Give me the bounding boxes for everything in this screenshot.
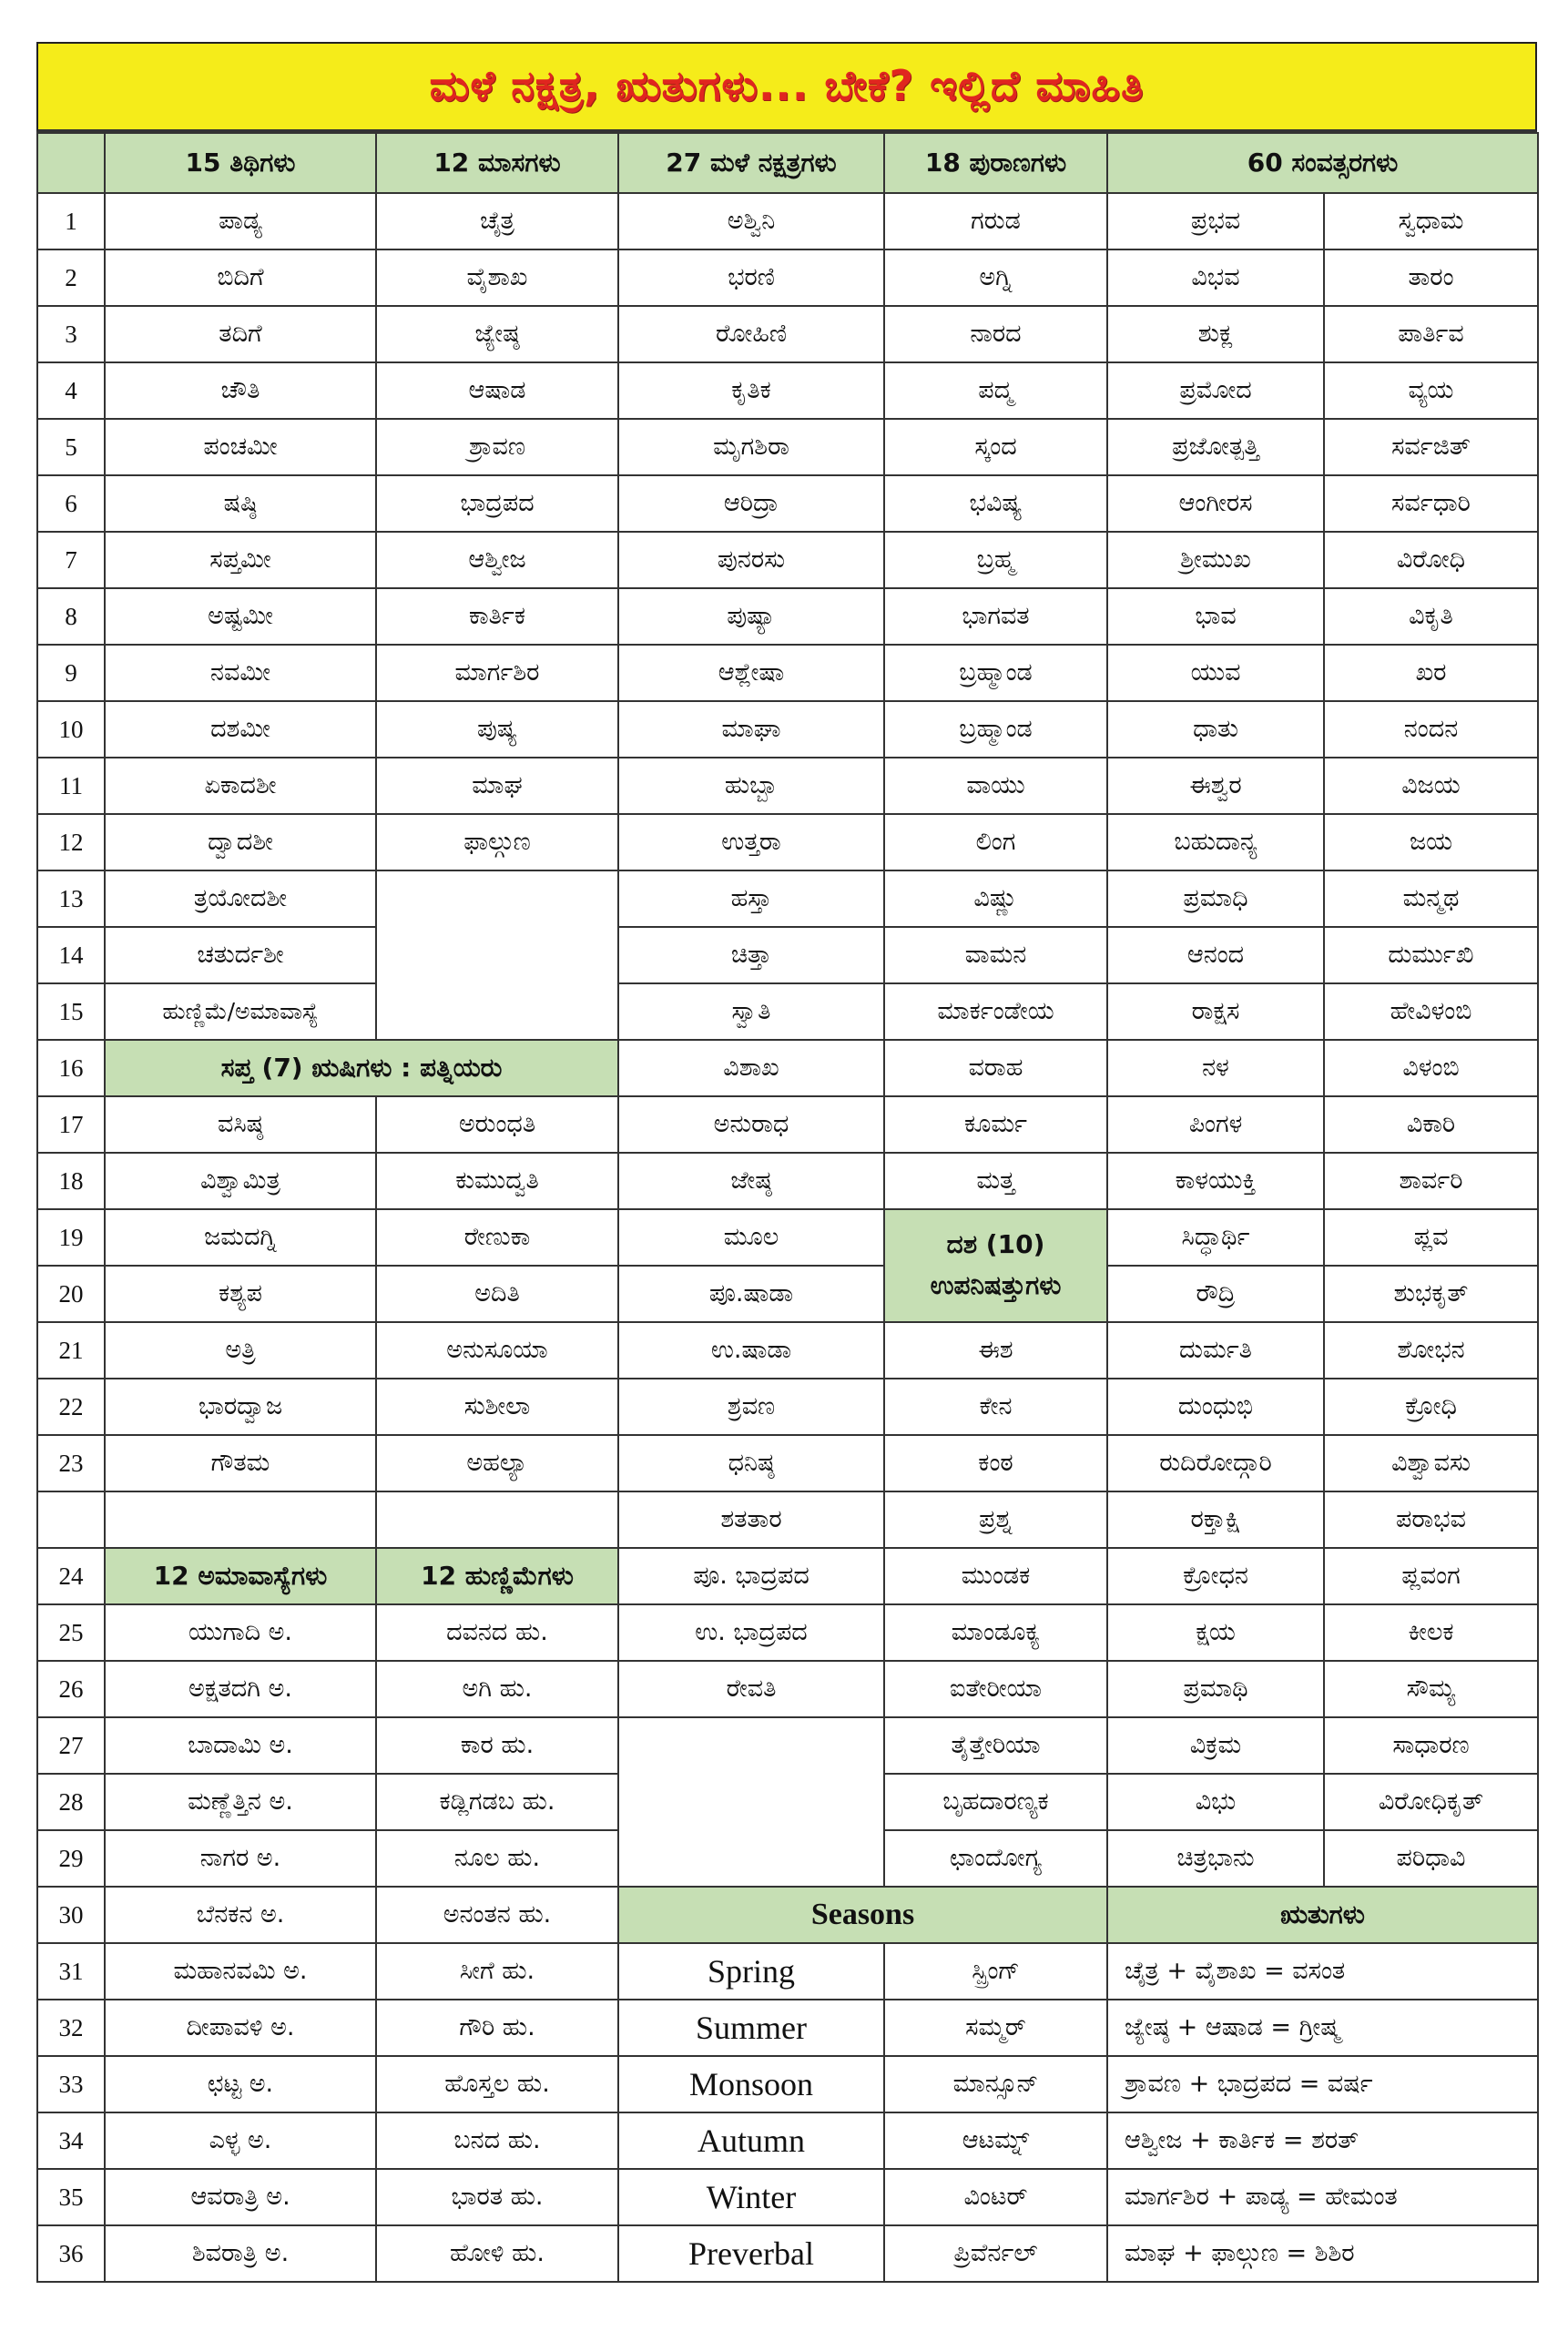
page-title: ಮಳೆ ನಕ್ಷತ್ರ, ಋತುಗಳು... ಬೇಕೆ? ಇಲ್ಲಿದೆ ಮಾಹಿತಿ bbox=[429, 61, 1145, 110]
tithi-cell: ಷಷ್ಠಿ bbox=[105, 475, 376, 532]
samvatsara-cell: ವಿರೋಧಿ bbox=[1324, 532, 1538, 588]
ritu-formula-cell: ಜ್ಯೇಷ್ಠ + ಆಷಾಡ = ಗ್ರೀಷ್ಮ bbox=[1107, 2000, 1538, 2056]
tithi-cell: ನವಮೀ bbox=[105, 645, 376, 701]
samvatsara-cell: ವಿರೋಧಿಕೃತ್ bbox=[1324, 1774, 1538, 1830]
nakshatra-cell: ಕೃತಿಕ bbox=[618, 362, 884, 419]
nakshatra-cell: ಆರಿದ್ರಾ bbox=[618, 475, 884, 532]
samvatsara-cell: ಆನಂದ bbox=[1107, 927, 1324, 983]
nakshatra-cell: ಉ.ಷಾಡಾ bbox=[618, 1322, 884, 1379]
upanishad-cell: ಛಾಂದೋಗ್ಯ bbox=[884, 1830, 1107, 1887]
row-number: 23 bbox=[37, 1435, 105, 1491]
purana-cell: ವಾಯು bbox=[884, 758, 1107, 814]
row-number: 27 bbox=[37, 1717, 105, 1774]
table-row bbox=[37, 2000, 1538, 2056]
table-row bbox=[37, 1491, 1538, 1548]
wife-cell: ಸುಶೀಲಾ bbox=[376, 1379, 618, 1435]
samvatsara-cell: ಕಾಳಯುಕ್ತಿ bbox=[1107, 1153, 1324, 1209]
rishi-cell: ಭಾರದ್ವಾಜ bbox=[105, 1379, 376, 1435]
row-number: 8 bbox=[37, 588, 105, 645]
samvatsara-cell: ಕ್ರೋಧಿ bbox=[1324, 1379, 1538, 1435]
samvatsara-cell: ರೌದ್ರಿ bbox=[1107, 1266, 1324, 1322]
samvatsara-cell: ಪರಾಭವ bbox=[1324, 1491, 1538, 1548]
samvatsara-cell: ಪರಿಧಾವಿ bbox=[1324, 1830, 1538, 1887]
nakshatra-cell: ಆಶ್ಲೇಷಾ bbox=[618, 645, 884, 701]
ritu-formula-cell: ಮಾರ್ಗಶಿರ + ಪಾಡ್ಯ = ಹೇಮಂತ bbox=[1107, 2169, 1538, 2225]
ritu-formula-cell: ಮಾಘ + ಫಾಲ್ಗುಣ = ಶಿಶಿರ bbox=[1107, 2225, 1538, 2282]
row-number: 19 bbox=[37, 1209, 105, 1266]
table-row bbox=[37, 927, 1538, 983]
season-kannada-cell: ವಿಂಟರ್ bbox=[884, 2169, 1107, 2225]
ritu-formula-cell: ಆಶ್ವೀಜ + ಕಾರ್ತಿಕ = ಶರತ್ bbox=[1107, 2112, 1538, 2169]
samvatsara-cell: ಸ್ವಧಾಮ bbox=[1324, 193, 1538, 249]
hunnime-cell: ದವನದ ಹು. bbox=[376, 1604, 618, 1661]
row-number: 10 bbox=[37, 701, 105, 758]
masa-cell: ವೈಶಾಖ bbox=[376, 249, 618, 306]
amavasya-cell: ಛಟ್ಟ ಅ. bbox=[105, 2056, 376, 2112]
table-row bbox=[37, 1717, 1538, 1774]
rishi-cell: ಕಶ್ಯಪ bbox=[105, 1266, 376, 1322]
upanishad-cell: ಈಶ bbox=[884, 1322, 1107, 1379]
nakshatra-cell: ಶ್ರವಣ bbox=[618, 1379, 884, 1435]
table-row bbox=[37, 983, 1538, 1040]
purana-cell: ಭವಿಷ್ಯ bbox=[884, 475, 1107, 532]
nakshatra-cell: ಅಶ್ವಿನಿ bbox=[618, 193, 884, 249]
purana-cell: ಬ್ರಹ್ಮ bbox=[884, 532, 1107, 588]
season-english-cell: Spring bbox=[618, 1943, 884, 2000]
samvatsara-cell: ಜಯ bbox=[1324, 814, 1538, 870]
samvatsara-cell: ಶಾರ್ವರಿ bbox=[1324, 1153, 1538, 1209]
samvatsara-cell: ಪ್ರಭವ bbox=[1107, 193, 1324, 249]
row-number: 34 bbox=[37, 2112, 105, 2169]
hunnime-cell: ಹೊಸ್ತಲ ಹು. bbox=[376, 2056, 618, 2112]
hunnime-cell: ಅನಂತನ ಹು. bbox=[376, 1887, 618, 1943]
info-sheet bbox=[36, 42, 1537, 2283]
hunnime-cell: ಬನದ ಹು. bbox=[376, 2112, 618, 2169]
nakshatra-cell: ಉತ್ತರಾ bbox=[618, 814, 884, 870]
samvatsara-cell: ರಕ್ತಾಕ್ಷಿ bbox=[1107, 1491, 1324, 1548]
title-banner bbox=[36, 42, 1537, 132]
purana-cell: ಪದ್ಮ bbox=[884, 362, 1107, 419]
table-row bbox=[37, 1209, 1538, 1266]
row-number: 28 bbox=[37, 1774, 105, 1830]
table-row bbox=[37, 1435, 1538, 1491]
masa-cell: ಮಾರ್ಗಶಿರ bbox=[376, 645, 618, 701]
header-purana: 18 ಪುರಾಣಗಳು bbox=[884, 133, 1107, 193]
row-number: 22 bbox=[37, 1379, 105, 1435]
samvatsara-cell: ವಿಶ್ವಾವಸು bbox=[1324, 1435, 1538, 1491]
row-number: 36 bbox=[37, 2225, 105, 2282]
row-number: 1 bbox=[37, 193, 105, 249]
nakshatra-cell: ಸ್ವಾತಿ bbox=[618, 983, 884, 1040]
row-number: 11 bbox=[37, 758, 105, 814]
header-row bbox=[37, 133, 1538, 193]
samvatsara-cell: ಧಾತು bbox=[1107, 701, 1324, 758]
purana-cell: ವಿಷ್ಣು bbox=[884, 870, 1107, 927]
samvatsara-cell: ಸಾಧಾರಣ bbox=[1324, 1717, 1538, 1774]
tithi-cell: ಚತುರ್ದಶೀ bbox=[105, 927, 376, 983]
wife-cell: ರೇಣುಕಾ bbox=[376, 1209, 618, 1266]
header-num bbox=[37, 133, 105, 193]
samvatsara-cell: ದುಂಧುಭಿ bbox=[1107, 1379, 1324, 1435]
samvatsara-cell: ಸೌಮ್ಯ bbox=[1324, 1661, 1538, 1717]
masa-cell: ಭಾದ್ರಪದ bbox=[376, 475, 618, 532]
row-number: 18 bbox=[37, 1153, 105, 1209]
amavasya-cell: ದೀಪಾವಳಿ ಅ. bbox=[105, 2000, 376, 2056]
table-row bbox=[37, 475, 1538, 532]
samvatsara-cell: ಭಾವ bbox=[1107, 588, 1324, 645]
samvatsara-cell: ಕೀಲಕ bbox=[1324, 1604, 1538, 1661]
wife-cell bbox=[376, 1491, 618, 1548]
nakshatra-cell: ಜೇಷ್ಠ bbox=[618, 1153, 884, 1209]
amavasya-cell: ಮಹಾನವಮಿ ಅ. bbox=[105, 1943, 376, 2000]
row-number: 3 bbox=[37, 306, 105, 362]
row-number bbox=[37, 1491, 105, 1548]
row-number: 4 bbox=[37, 362, 105, 419]
season-kannada-cell: ಪ್ರಿವೆರ್ನಲ್ bbox=[884, 2225, 1107, 2282]
season-kannada-cell: ಸ್ಪ್ರಿಂಗ್ bbox=[884, 1943, 1107, 2000]
samvatsara-cell: ಸರ್ವಜಿತ್ bbox=[1324, 419, 1538, 475]
tithi-cell: ಪಾಡ್ಯ bbox=[105, 193, 376, 249]
amavasya-cell: ಬೆನಕನ ಅ. bbox=[105, 1887, 376, 1943]
samvatsara-cell: ಸಿದ್ಧಾರ್ಥಿ bbox=[1107, 1209, 1324, 1266]
nakshatra-cell: ಪುಷ್ಯಾ bbox=[618, 588, 884, 645]
tithi-cell: ತದಿಗೆ bbox=[105, 306, 376, 362]
row-number: 21 bbox=[37, 1322, 105, 1379]
hunnime-cell: ಭಾರತ ಹು. bbox=[376, 2169, 618, 2225]
purana-cell: ಕೂರ್ಮ bbox=[884, 1096, 1107, 1153]
header-tithi: 15 ತಿಥಿಗಳು bbox=[105, 133, 376, 193]
tithi-cell: ಏಕಾದಶೀ bbox=[105, 758, 376, 814]
samvatsara-cell: ಶೋಭನ bbox=[1324, 1322, 1538, 1379]
row-number: 13 bbox=[37, 870, 105, 927]
masa-cell: ಜ್ಯೇಷ್ಠ bbox=[376, 306, 618, 362]
nakshatra-cell: ಪೂ.ಷಾಡಾ bbox=[618, 1266, 884, 1322]
table-row bbox=[37, 870, 1538, 927]
samvatsara-cell: ವಿಭವ bbox=[1107, 249, 1324, 306]
upanishad-cell: ಐತೇರೀಯಾ bbox=[884, 1661, 1107, 1717]
nakshatra-cell: ಮೂಲ bbox=[618, 1209, 884, 1266]
samvatsara-cell: ಪಿಂಗಳ bbox=[1107, 1096, 1324, 1153]
rishi-cell bbox=[105, 1491, 376, 1548]
samvatsara-cell: ಹೇವಿಳಂಬಿ bbox=[1324, 983, 1538, 1040]
samvatsara-cell: ಕ್ಷಯ bbox=[1107, 1604, 1324, 1661]
masa-cell: ಮಾಘ bbox=[376, 758, 618, 814]
samvatsara-cell: ನಂದನ bbox=[1324, 701, 1538, 758]
upanishad-cell: ಬೃಹದಾರಣ್ಯಕ bbox=[884, 1774, 1107, 1830]
purana-cell: ಬ್ರಹ್ಮಾಂಡ bbox=[884, 701, 1107, 758]
wife-cell: ಅದಿತಿ bbox=[376, 1266, 618, 1322]
tithi-cell: ಬಿದಿಗೆ bbox=[105, 249, 376, 306]
table-row bbox=[37, 249, 1538, 306]
samvatsara-cell: ವ್ಯಯ bbox=[1324, 362, 1538, 419]
amavasya-cell: ಮಣ್ಣೆತ್ತಿನ ಅ. bbox=[105, 1774, 376, 1830]
rishi-cell: ಅತ್ರಿ bbox=[105, 1322, 376, 1379]
amavasya-cell: ಎಳ್ಳ ಅ. bbox=[105, 2112, 376, 2169]
table-row bbox=[37, 419, 1538, 475]
row-number: 25 bbox=[37, 1604, 105, 1661]
tithi-cell: ದಶಮೀ bbox=[105, 701, 376, 758]
season-english-cell: Winter bbox=[618, 2169, 884, 2225]
tithi-cell: ತ್ರಯೋದಶೀ bbox=[105, 870, 376, 927]
nakshatra-cell: ರೇವತಿ bbox=[618, 1661, 884, 1717]
samvatsara-cell: ಚಿತ್ರಭಾನು bbox=[1107, 1830, 1324, 1887]
row-number: 9 bbox=[37, 645, 105, 701]
hunnime-cell: ಕಾರ ಹು. bbox=[376, 1717, 618, 1774]
table-row bbox=[37, 1548, 1538, 1604]
samvatsara-cell: ಖರ bbox=[1324, 645, 1538, 701]
upanishad-cell: ಪ್ರಶ್ನ bbox=[884, 1491, 1107, 1548]
wife-cell: ಅಹಲ್ಯಾ bbox=[376, 1435, 618, 1491]
row-number: 29 bbox=[37, 1830, 105, 1887]
rishi-cell: ವಿಶ್ವಾಮಿತ್ರ bbox=[105, 1153, 376, 1209]
purana-cell: ಅಗ್ನಿ bbox=[884, 249, 1107, 306]
samvatsara-cell: ಪ್ಲವ bbox=[1324, 1209, 1538, 1266]
samvatsara-cell: ನಳ bbox=[1107, 1040, 1324, 1096]
purana-cell: ಮತ್ತ bbox=[884, 1153, 1107, 1209]
season-english-cell: Summer bbox=[618, 2000, 884, 2056]
samvatsara-cell: ವಿಭು bbox=[1107, 1774, 1324, 1830]
table-row bbox=[37, 1379, 1538, 1435]
samvatsara-cell: ಆಂಗೀರಸ bbox=[1107, 475, 1324, 532]
season-english-cell: Preverbal bbox=[618, 2225, 884, 2282]
table-row bbox=[37, 362, 1538, 419]
header-masa: 12 ಮಾಸಗಳು bbox=[376, 133, 618, 193]
header-samvatsara: 60 ಸಂವತ್ಸರಗಳು bbox=[1107, 133, 1538, 193]
purana-cell: ಗರುಡ bbox=[884, 193, 1107, 249]
wife-cell: ಕುಮುದ್ವತಿ bbox=[376, 1153, 618, 1209]
row-number: 5 bbox=[37, 419, 105, 475]
row-number: 7 bbox=[37, 532, 105, 588]
table-row bbox=[37, 1266, 1538, 1322]
season-english-cell: Autumn bbox=[618, 2112, 884, 2169]
table-row bbox=[37, 588, 1538, 645]
table-row bbox=[37, 701, 1538, 758]
samvatsara-cell: ರಾಕ್ಷಸ bbox=[1107, 983, 1324, 1040]
purana-cell: ವರಾಹ bbox=[884, 1040, 1107, 1096]
nakshatra-cell: ಹುಬ್ಬಾ bbox=[618, 758, 884, 814]
samvatsara-cell: ಶ್ರೀಮುಖ bbox=[1107, 532, 1324, 588]
samvatsara-cell: ಪಾರ್ತಿವ bbox=[1324, 306, 1538, 362]
samvatsara-cell: ಬಹುದಾನ್ಯ bbox=[1107, 814, 1324, 870]
samvatsara-cell: ಈಶ್ವರ bbox=[1107, 758, 1324, 814]
upanishad-cell: ಕೇನ bbox=[884, 1379, 1107, 1435]
row-number: 35 bbox=[37, 2169, 105, 2225]
samvatsara-cell: ವಿಕಾರಿ bbox=[1324, 1096, 1538, 1153]
samvatsara-cell: ವಿಕ್ರಮ bbox=[1107, 1717, 1324, 1774]
masa-cell: ಫಾಲ್ಗುಣ bbox=[376, 814, 618, 870]
nakshatra-cell: ಅನುರಾಧ bbox=[618, 1096, 884, 1153]
nakshatra-cell: ವಿಶಾಖ bbox=[618, 1040, 884, 1096]
empty-merged-cell bbox=[618, 1717, 884, 1887]
row-number: 14 bbox=[37, 927, 105, 983]
table-row bbox=[37, 2112, 1538, 2169]
samvatsara-cell: ದುರ್ಮತಿ bbox=[1107, 1322, 1324, 1379]
row-number: 15 bbox=[37, 983, 105, 1040]
samvatsara-cell: ಕ್ರೋಧನ bbox=[1107, 1548, 1324, 1604]
hunnime-cell: ಅಗಿ ಹು. bbox=[376, 1661, 618, 1717]
ritu-formula-cell: ಚೈತ್ರ + ವೈಶಾಖ = ವಸಂತ bbox=[1107, 1943, 1538, 2000]
amavasya-cell: ಆವರಾತ್ರಿ ಅ. bbox=[105, 2169, 376, 2225]
wife-cell: ಅರುಂಧತಿ bbox=[376, 1096, 618, 1153]
samvatsara-cell: ಶುಕ್ಲ bbox=[1107, 306, 1324, 362]
samvatsara-cell: ಮನ್ಮಥ bbox=[1324, 870, 1538, 927]
hunnime-cell: ಸೀಗೆ ಹು. bbox=[376, 1943, 618, 2000]
tithi-cell: ದ್ವಾದಶೀ bbox=[105, 814, 376, 870]
samvatsara-cell: ಶುಭಕೃತ್ bbox=[1324, 1266, 1538, 1322]
hunnime-cell: ನೂಲ ಹು. bbox=[376, 1830, 618, 1887]
row-number: 24 bbox=[37, 1548, 105, 1604]
table-row bbox=[37, 1604, 1538, 1661]
season-kannada-cell: ಆಟಮ್ನ್ bbox=[884, 2112, 1107, 2169]
table-row bbox=[37, 1322, 1538, 1379]
nakshatra-cell: ಶತತಾರ bbox=[618, 1491, 884, 1548]
nakshatra-cell: ಪೂ. ಭಾದ್ರಪದ bbox=[618, 1548, 884, 1604]
nakshatra-cell: ಚಿತ್ತಾ bbox=[618, 927, 884, 983]
wife-cell: ಅನುಸೂಯಾ bbox=[376, 1322, 618, 1379]
header-nakshatra: 27 ಮಳೆ ನಕ್ಷತ್ರಗಳು bbox=[618, 133, 884, 193]
table-row bbox=[37, 1040, 1538, 1096]
masa-cell: ಆಷಾಡ bbox=[376, 362, 618, 419]
masa-cell: ಪುಷ್ಯ bbox=[376, 701, 618, 758]
samvatsara-cell: ವಿಳಂಬಿ bbox=[1324, 1040, 1538, 1096]
tithi-cell: ಸಪ್ತಮೀ bbox=[105, 532, 376, 588]
table-row bbox=[37, 1153, 1538, 1209]
nakshatra-cell: ಹಸ್ತಾ bbox=[618, 870, 884, 927]
table-row bbox=[37, 814, 1538, 870]
table-row bbox=[37, 306, 1538, 362]
table-row bbox=[37, 1887, 1538, 1943]
row-number: 31 bbox=[37, 1943, 105, 2000]
rishi-cell: ವಸಿಷ್ಠ bbox=[105, 1096, 376, 1153]
nakshatra-cell: ಮಾಘಾ bbox=[618, 701, 884, 758]
samvatsara-cell: ಪ್ರಮಾಧಿ bbox=[1107, 870, 1324, 927]
row-number: 30 bbox=[37, 1887, 105, 1943]
empty-merged-cell bbox=[376, 870, 618, 1040]
masa-cell: ಶ್ರಾವಣ bbox=[376, 419, 618, 475]
table-row bbox=[37, 532, 1538, 588]
table-row bbox=[37, 1096, 1538, 1153]
row-number: 32 bbox=[37, 2000, 105, 2056]
row-number: 6 bbox=[37, 475, 105, 532]
samvatsara-cell: ತಾರಂ bbox=[1324, 249, 1538, 306]
amavasya-cell: ಬಾದಾಮಿ ಅ. bbox=[105, 1717, 376, 1774]
table-row bbox=[37, 193, 1538, 249]
samvatsara-cell: ವಿಜಯ bbox=[1324, 758, 1538, 814]
masa-cell: ಚೈತ್ರ bbox=[376, 193, 618, 249]
samvatsara-cell: ದುರ್ಮುಖಿ bbox=[1324, 927, 1538, 983]
amavasya-cell: ಯುಗಾದಿ ಅ. bbox=[105, 1604, 376, 1661]
hunnime-cell: ಹೋಳಿ ಹು. bbox=[376, 2225, 618, 2282]
samvatsara-cell: ಯುವ bbox=[1107, 645, 1324, 701]
row-number: 33 bbox=[37, 2056, 105, 2112]
purana-cell: ಭಾಗವತ bbox=[884, 588, 1107, 645]
season-kannada-cell: ಮಾನ್ಸೂನ್ bbox=[884, 2056, 1107, 2112]
rishi-section-header: ಸಪ್ತ (7) ಋಷಿಗಳು : ಪತ್ನಿಯರು bbox=[105, 1040, 618, 1096]
masa-cell: ಆಶ್ವೀಜ bbox=[376, 532, 618, 588]
row-number: 20 bbox=[37, 1266, 105, 1322]
tithi-cell: ಪಂಚಮೀ bbox=[105, 419, 376, 475]
row-number: 26 bbox=[37, 1661, 105, 1717]
table-row bbox=[37, 758, 1538, 814]
seasons-header: Seasons bbox=[618, 1887, 1107, 1943]
row-number: 16 bbox=[37, 1040, 105, 1096]
purana-cell: ವಾಮನ bbox=[884, 927, 1107, 983]
tithi-cell: ಅಷ್ಟಮೀ bbox=[105, 588, 376, 645]
amavasya-cell: ಅಕ್ಷತದಗಿ ಅ. bbox=[105, 1661, 376, 1717]
upanishad-section-header: ದಶ (10) ಉಪನಿಷತ್ತುಗಳು bbox=[884, 1209, 1107, 1322]
purana-cell: ಬ್ರಹ್ಮಾಂಡ bbox=[884, 645, 1107, 701]
row-number: 12 bbox=[37, 814, 105, 870]
upanishad-cell: ತೈತ್ತೇರಿಯಾ bbox=[884, 1717, 1107, 1774]
table-row bbox=[37, 2225, 1538, 2282]
nakshatra-cell: ಭರಣಿ bbox=[618, 249, 884, 306]
table-row bbox=[37, 2169, 1538, 2225]
nakshatra-cell: ಧನಿಷ್ಠ bbox=[618, 1435, 884, 1491]
hunnime-section-header: 12 ಹುಣ್ಣಿಮೆಗಳು bbox=[376, 1548, 618, 1604]
masa-cell: ಕಾರ್ತಿಕ bbox=[376, 588, 618, 645]
rishi-cell: ಗೌತಮ bbox=[105, 1435, 376, 1491]
table-row bbox=[37, 1661, 1538, 1717]
tithi-cell: ಹುಣ್ಣಿಮೆ/ಅಮಾವಾಸ್ಯೆ bbox=[105, 983, 376, 1040]
amavasya-cell: ಶಿವರಾತ್ರಿ ಅ. bbox=[105, 2225, 376, 2282]
table-row bbox=[37, 2056, 1538, 2112]
table-row bbox=[37, 1943, 1538, 2000]
samvatsara-cell: ಪ್ರಮೋದ bbox=[1107, 362, 1324, 419]
samvatsara-cell: ವಿಕೃತಿ bbox=[1324, 588, 1538, 645]
samvatsara-cell: ಪ್ರಮಾಥಿ bbox=[1107, 1661, 1324, 1717]
purana-cell: ನಾರದ bbox=[884, 306, 1107, 362]
upanishad-cell: ಕಂಠ bbox=[884, 1435, 1107, 1491]
ritu-formula-cell: ಶ್ರಾವಣ + ಭಾದ್ರಪದ = ವರ್ಷ bbox=[1107, 2056, 1538, 2112]
season-english-cell: Monsoon bbox=[618, 2056, 884, 2112]
ritu-header: ಋತುಗಳು bbox=[1107, 1887, 1538, 1943]
nakshatra-cell: ರೋಹಿಣಿ bbox=[618, 306, 884, 362]
hunnime-cell: ಕಡ್ಲಿಗಡಬ ಹು. bbox=[376, 1774, 618, 1830]
samvatsara-cell: ಪ್ರಜೋತ್ಪತ್ತಿ bbox=[1107, 419, 1324, 475]
purana-cell: ಸ್ಕಂದ bbox=[884, 419, 1107, 475]
amavasya-cell: ನಾಗರ ಅ. bbox=[105, 1830, 376, 1887]
upanishad-cell: ಮುಂಡಕ bbox=[884, 1548, 1107, 1604]
row-number: 17 bbox=[37, 1096, 105, 1153]
hunnime-cell: ಗೌರಿ ಹು. bbox=[376, 2000, 618, 2056]
purana-cell: ಮಾರ್ಕಂಡೇಯ bbox=[884, 983, 1107, 1040]
rishi-cell: ಜಮದಗ್ನಿ bbox=[105, 1209, 376, 1266]
nakshatra-cell: ಮೃಗಶಿರಾ bbox=[618, 419, 884, 475]
tithi-cell: ಚೌತಿ bbox=[105, 362, 376, 419]
samvatsara-cell: ಪ್ಲವಂಗ bbox=[1324, 1548, 1538, 1604]
table-row bbox=[37, 645, 1538, 701]
purana-cell: ಲಿಂಗ bbox=[884, 814, 1107, 870]
nakshatra-cell: ಪುನರಸು bbox=[618, 532, 884, 588]
upanishad-cell: ಮಾಂಡೂಕ್ಯ bbox=[884, 1604, 1107, 1661]
nakshatra-cell: ಉ. ಭಾದ್ರಪದ bbox=[618, 1604, 884, 1661]
season-kannada-cell: ಸಮ್ಮರ್ bbox=[884, 2000, 1107, 2056]
info-table bbox=[36, 132, 1539, 2283]
samvatsara-cell: ಸರ್ವಧಾರಿ bbox=[1324, 475, 1538, 532]
row-number: 2 bbox=[37, 249, 105, 306]
amavasya-section-header: 12 ಅಮಾವಾಸ್ಯೆಗಳು bbox=[105, 1548, 376, 1604]
samvatsara-cell: ರುದಿರೋದ್ಗಾರಿ bbox=[1107, 1435, 1324, 1491]
